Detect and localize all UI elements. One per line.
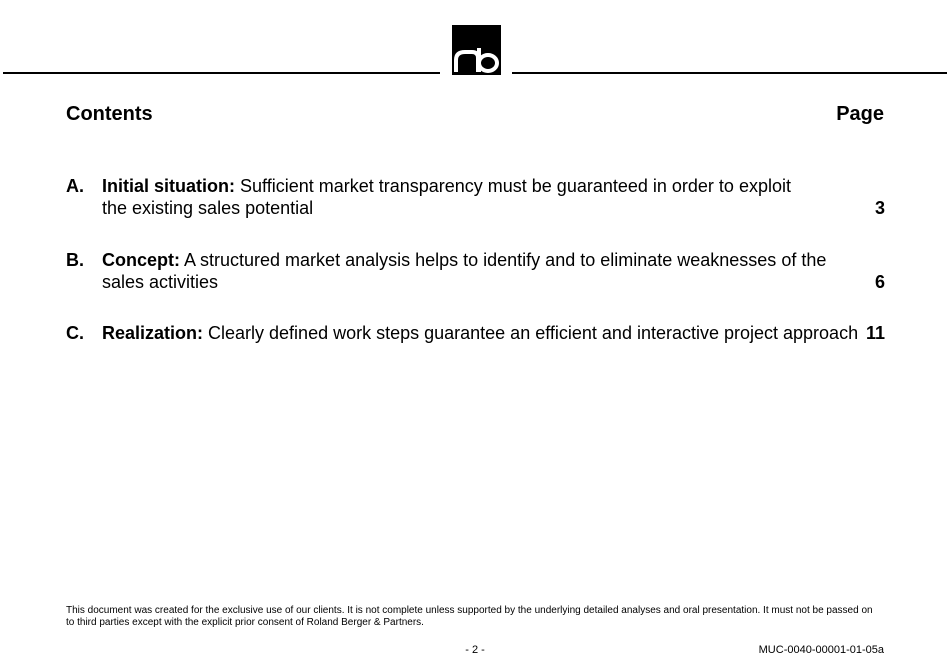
toc-item-text bbox=[102, 249, 862, 293]
page-number: - 2 - bbox=[465, 644, 485, 656]
toc-item-c[interactable] bbox=[66, 322, 886, 344]
toc-item-description: A structured market analysis helps to identify and to eliminate weaknesses of the sales activities bbox=[102, 250, 827, 292]
footer-disclaimer: This document was created for the exclusive use of our clients. It is not complete unless supported by the underlying detailed analyses and oral presentation. It must not be passed on to third parties except with the explicit prior consent of Roland Berger & Partners. bbox=[66, 605, 873, 628]
toc-item-letter: A. bbox=[66, 176, 84, 196]
contents-heading: Contents bbox=[66, 103, 153, 125]
page-column-heading: Page bbox=[836, 103, 884, 125]
toc-item-page: 6 bbox=[874, 272, 885, 292]
toc-item-text bbox=[102, 175, 802, 219]
toc-item-text bbox=[102, 322, 862, 344]
header-rule-right bbox=[512, 72, 947, 74]
toc-item-page: 11 bbox=[865, 323, 885, 343]
company-logo bbox=[452, 25, 501, 75]
toc-item-heading: Realization: bbox=[102, 323, 204, 343]
document-code: MUC-0040-00001-01-05a bbox=[758, 644, 884, 656]
toc-item-letter: C. bbox=[66, 323, 84, 343]
toc-item-heading: Initial situation: bbox=[102, 176, 235, 196]
toc-item-b[interactable] bbox=[66, 249, 886, 293]
toc-item-description: Clearly defined work steps guarantee an efficient and interactive project approach bbox=[203, 323, 859, 343]
toc-item-description: Sufficient market transparency must be guaranteed in order to exploit the existing sales potential bbox=[102, 176, 791, 218]
toc-item-heading: Concept: bbox=[102, 250, 180, 270]
header-rule-left bbox=[3, 72, 440, 74]
toc-item-a[interactable] bbox=[66, 175, 886, 219]
rb-logo-icon bbox=[452, 25, 501, 75]
toc-item-letter: B. bbox=[66, 250, 84, 270]
toc-item-page: 3 bbox=[874, 198, 885, 218]
